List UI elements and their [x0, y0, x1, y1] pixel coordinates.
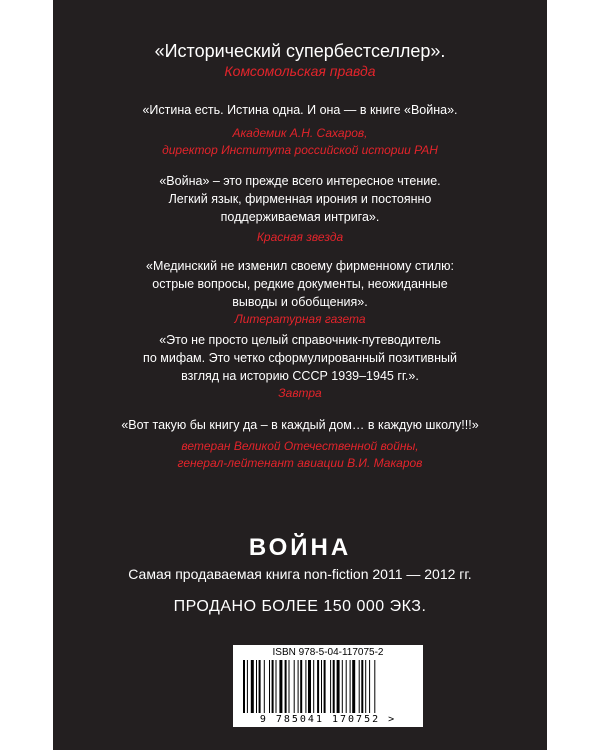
barcode-bar	[305, 660, 306, 713]
quote-source-line: генерал-лейтенант авиации В.И. Макаров	[177, 456, 423, 470]
barcode-bar	[300, 660, 302, 713]
quote-source-line: Академик А.Н. Сахаров,	[232, 126, 368, 140]
quote-line: «Это не просто целый справочник-путеводитель	[159, 333, 441, 347]
review-quote-5	[53, 416, 547, 472]
quote-line: «Вот такую бы книгу да – в каждый дом… в каждую школу!!!»	[121, 418, 479, 432]
sold-copies: ПРОДАНО БОЛЕЕ 150 000 ЭКЗ.	[173, 598, 427, 615]
barcode-bar	[337, 660, 340, 713]
barcode-bar	[333, 660, 335, 713]
quote-line: по мифам. Это четко сформулированный позитивный	[143, 351, 457, 365]
quote-source-line: Завтра	[278, 386, 322, 400]
barcode-bar	[330, 660, 331, 713]
review-quote-4	[53, 331, 547, 402]
barcode-bar	[256, 660, 257, 713]
barcode-bar	[298, 660, 299, 713]
quote-line: «Истина есть. Истина одна. И она — в книге «Война».	[142, 103, 458, 117]
isbn-barcode-box	[233, 645, 423, 727]
barcode-bar	[247, 660, 248, 713]
quote-line: «Война» – это прежде всего интересное чтение.	[159, 174, 441, 188]
barcode-bar	[359, 660, 360, 713]
barcode-bar	[308, 660, 311, 713]
isbn-label: ISBN 978-5-04-117075-2	[272, 647, 384, 658]
book-back-cover	[53, 0, 547, 750]
quote-source-line: Красная звезда	[256, 230, 344, 244]
barcode-bar	[294, 660, 295, 713]
barcode-bar	[346, 660, 347, 713]
barcode-bar	[259, 660, 261, 713]
quote-line: Легкий язык, фирменная ирония и постоянно	[168, 192, 432, 206]
top-quote-source: Комсомольская правда	[224, 63, 376, 79]
quote-line: «Мединский не изменил своему фирменному стилю:	[146, 259, 454, 273]
quote-source-line: директор Института российской истории РАН	[162, 143, 438, 157]
barcode-bar	[369, 660, 370, 713]
quote-source-line: ветеран Великой Отечественной войны,	[181, 439, 419, 453]
barcode-bar	[317, 660, 319, 713]
barcode	[241, 660, 415, 713]
review-quote-1	[53, 101, 547, 159]
barcode-bar	[324, 660, 326, 713]
barcode-bar	[289, 660, 290, 713]
barcode-bar	[342, 660, 343, 713]
barcode-bar	[251, 660, 254, 713]
barcode-bar	[352, 660, 355, 713]
barcode-bar	[269, 660, 270, 713]
barcode-bar	[321, 660, 322, 713]
quote-line: взгляд на историю СССР 1939–1945 гг.».	[181, 369, 419, 383]
quote-line: поддерживаемая интрига».	[220, 210, 380, 224]
top-quote-text: «Исторический супербестселлер».	[154, 41, 446, 61]
barcode-bar	[285, 660, 287, 713]
review-quote-2	[53, 172, 547, 246]
barcode-bar	[264, 660, 265, 713]
quote-line: острые вопросы, редкие документы, неожиданные	[152, 277, 448, 291]
barcode-bar	[313, 660, 314, 713]
barcode-bar	[350, 660, 351, 713]
review-quote-3	[53, 257, 547, 328]
book-title: ВОЙНА	[248, 534, 352, 561]
barcode-bar	[272, 660, 274, 713]
barcode-bar	[279, 660, 282, 713]
quote-line: выводы и обобщения».	[232, 295, 368, 309]
barcode-bar	[276, 660, 277, 713]
barcode-digits: 9 785041 170752 >	[259, 714, 397, 725]
book-subtitle: Самая продаваемая книга non-fiction 2011 — 2012 гг.	[128, 566, 472, 582]
barcode-bar	[361, 660, 363, 713]
barcode-bar	[243, 660, 245, 713]
top-quote-block	[53, 40, 547, 80]
barcode-bar	[374, 660, 375, 713]
barcode-bar	[365, 660, 366, 713]
quote-source-line: Литературная газета	[234, 312, 366, 326]
